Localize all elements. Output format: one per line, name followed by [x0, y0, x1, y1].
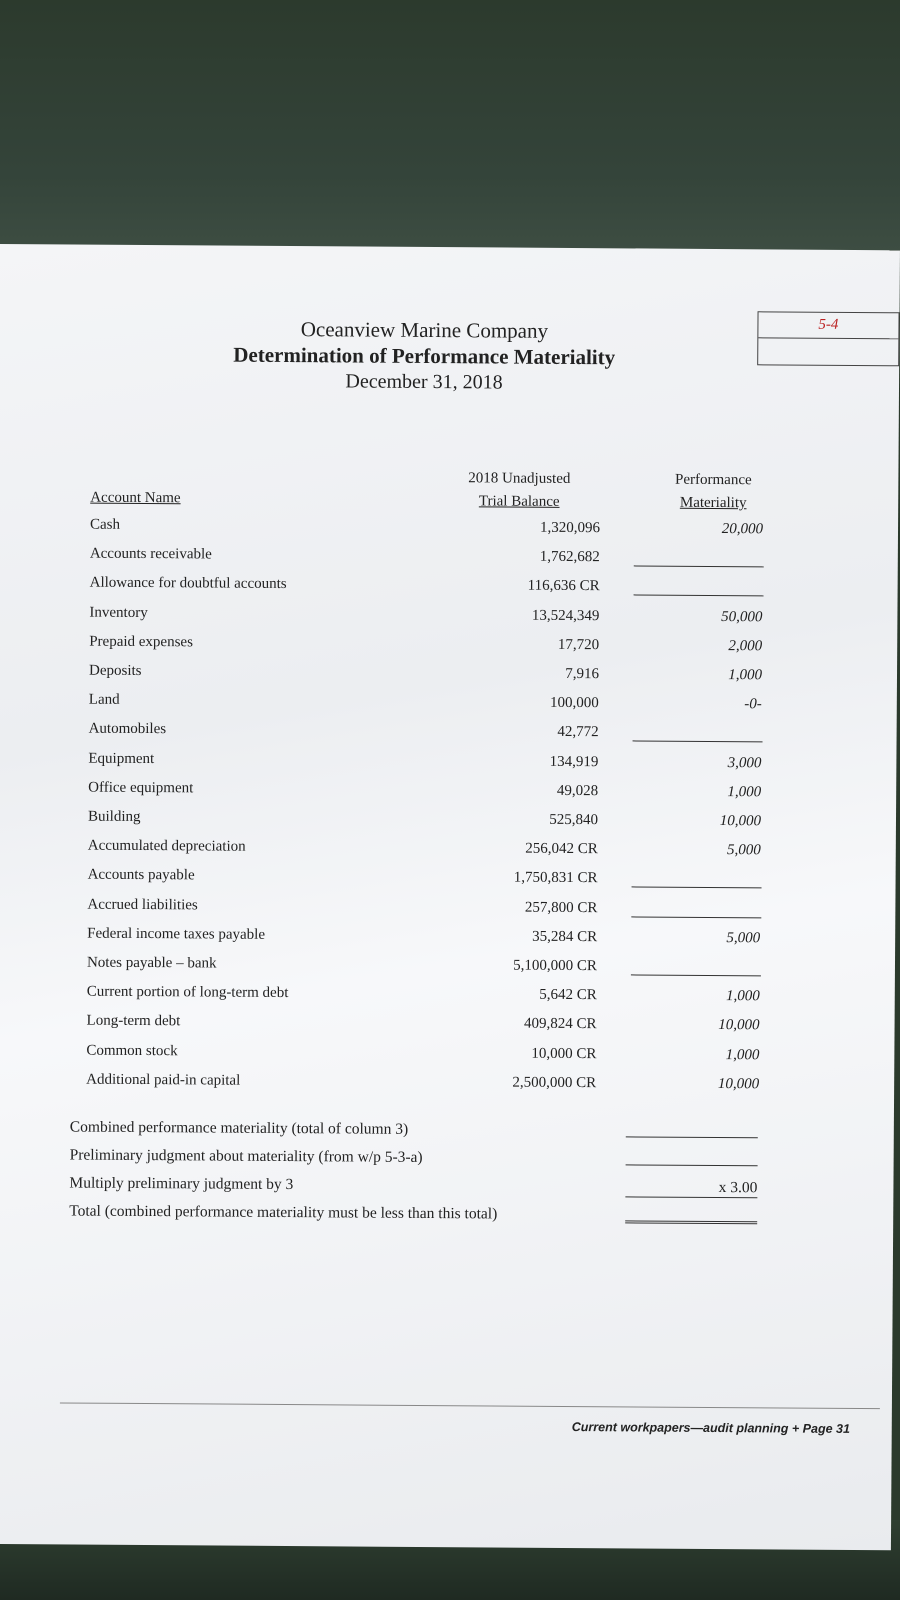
trial-balance-value: 7,916 — [565, 665, 600, 683]
performance-materiality-value: -0- — [744, 696, 762, 713]
trial-balance-value: 35,284 CR — [532, 928, 598, 945]
table-row — [0, 516, 898, 550]
account-name: Building — [87, 808, 141, 825]
table-row — [0, 633, 897, 667]
account-name: Common stock — [86, 1042, 178, 1059]
table-row — [0, 837, 896, 871]
worksheet-title: Determination of Performance Materiality — [233, 342, 616, 370]
summary-combined-blank[interactable] — [626, 1136, 758, 1138]
performance-materiality-value: 1,000 — [728, 667, 763, 684]
account-name: Long-term debt — [86, 1013, 181, 1030]
table-row — [0, 983, 895, 1017]
performance-materiality-value: 3,000 — [727, 754, 762, 771]
table-row — [0, 574, 898, 608]
trial-balance-value: 17,720 — [557, 636, 600, 653]
table-row — [0, 691, 897, 725]
account-name: Accounts payable — [87, 867, 195, 884]
table-row — [0, 896, 895, 930]
performance-materiality-blank[interactable] — [633, 741, 763, 743]
trial-balance-value: 5,100,000 CR — [513, 957, 598, 975]
performance-materiality-blank[interactable] — [634, 566, 764, 568]
summary-total-blank[interactable] — [625, 1220, 757, 1224]
performance-materiality-value: 5,000 — [726, 842, 761, 859]
performance-materiality-value: 10,000 — [717, 1075, 760, 1093]
summary-preliminary-blank[interactable] — [626, 1164, 758, 1166]
table-row — [0, 925, 895, 959]
performance-materiality-value: 50,000 — [721, 608, 763, 625]
account-name: Accounts receivable — [89, 545, 212, 563]
table-row — [0, 808, 896, 842]
performance-materiality-blank[interactable] — [631, 974, 761, 976]
account-name: Deposits — [88, 662, 142, 679]
summary-preliminary-label: Preliminary judgment about materiality (from w/p 5-3-a) — [69, 1146, 423, 1166]
account-name: Land — [88, 691, 120, 709]
table-row — [0, 1042, 894, 1076]
table-row — [0, 545, 898, 579]
table-row — [0, 1012, 895, 1046]
worksheet-date: December 31, 2018 — [345, 370, 503, 394]
trial-balance-value: 256,042 CR — [525, 840, 598, 858]
table-row — [0, 866, 896, 900]
table-row — [0, 662, 897, 696]
account-name: Automobiles — [88, 721, 167, 738]
trial-balance-value: 49,028 — [556, 782, 599, 799]
account-name: Accumulated depreciation — [87, 837, 246, 855]
table-row — [0, 954, 895, 988]
footer-rule — [60, 1402, 880, 1409]
summary-total-label: Total (combined performance materiality must be less than this total) — [69, 1202, 498, 1223]
performance-materiality-blank[interactable] — [631, 916, 761, 918]
performance-materiality-value: 20,000 — [721, 521, 764, 538]
performance-materiality-value: 10,000 — [718, 1017, 760, 1034]
trial-balance-value: 13,524,349 — [531, 607, 600, 624]
account-name: Additional paid-in capital — [86, 1071, 241, 1089]
trial-balance-value: 134,919 — [549, 753, 599, 770]
performance-materiality-value: 2,000 — [728, 637, 763, 655]
background-top — [0, 0, 900, 250]
table-row — [0, 1071, 894, 1105]
trial-balance-value: 1,320,096 — [539, 519, 601, 537]
account-name: Notes payable – bank — [86, 954, 217, 972]
account-name: Prepaid expenses — [89, 633, 193, 651]
page-footer: Current workpapers—audit planning + Page 31 — [571, 1420, 850, 1436]
table-row — [0, 720, 897, 754]
trial-balance-value: 5,642 CR — [539, 986, 597, 1004]
worksheet-paper — [0, 244, 900, 1550]
column-header-account: Account Name — [90, 489, 181, 507]
account-name: Accrued liabilities — [87, 896, 198, 913]
performance-materiality-blank[interactable] — [634, 595, 764, 597]
account-name: Federal income taxes payable — [87, 925, 266, 943]
summary-multiply-label: Multiply preliminary judgment by 3 — [69, 1174, 294, 1194]
trial-balance-value: 2,500,000 CR — [512, 1074, 597, 1091]
trial-balance-value: 409,824 CR — [523, 1016, 597, 1033]
performance-materiality-value: 1,000 — [725, 988, 760, 1005]
table-row — [0, 604, 897, 638]
trial-balance-value: 42,772 — [557, 724, 599, 741]
trial-balance-value: 116,636 CR — [527, 578, 600, 595]
trial-balance-value: 525,840 — [549, 811, 599, 829]
summary-multiply-rule — [625, 1196, 757, 1198]
trial-balance-value: 257,800 CR — [524, 899, 598, 916]
summary-total — [0, 1202, 893, 1238]
performance-materiality-value: 1,000 — [727, 783, 762, 801]
performance-materiality-value: 5,000 — [726, 929, 761, 947]
workpaper-reference: 5-4 — [758, 312, 898, 339]
account-name: Allowance for doubtful accounts — [89, 575, 287, 593]
column-header-balance: 2018 Unadjusted Trial Balance — [468, 470, 571, 510]
reference-box — [757, 311, 899, 366]
trial-balance-value: 100,000 — [550, 695, 599, 712]
account-name: Cash — [89, 516, 121, 533]
column-header-performance-materiality: Performance Materiality — [674, 471, 752, 512]
account-name: Office equipment — [88, 779, 194, 797]
account-name: Equipment — [88, 750, 155, 767]
summary-combined-label: Combined performance materiality (total of column 3) — [69, 1118, 409, 1138]
trial-balance-value: 1,750,831 CR — [513, 869, 598, 887]
table-row — [0, 750, 896, 784]
company-name: Oceanview Marine Company — [300, 317, 549, 343]
trial-balance-value: 10,000 CR — [531, 1045, 597, 1062]
performance-materiality-blank[interactable] — [632, 887, 762, 889]
performance-materiality-value: 1,000 — [725, 1046, 760, 1063]
trial-balance-value: 1,762,682 — [539, 548, 600, 566]
table-row — [0, 779, 896, 813]
account-name: Inventory — [89, 604, 148, 621]
performance-materiality-value: 10,000 — [719, 813, 762, 830]
summary-multiplier: x 3.00 — [718, 1179, 758, 1197]
account-name: Current portion of long-term debt — [86, 983, 289, 1002]
worksheet-header — [209, 315, 640, 396]
